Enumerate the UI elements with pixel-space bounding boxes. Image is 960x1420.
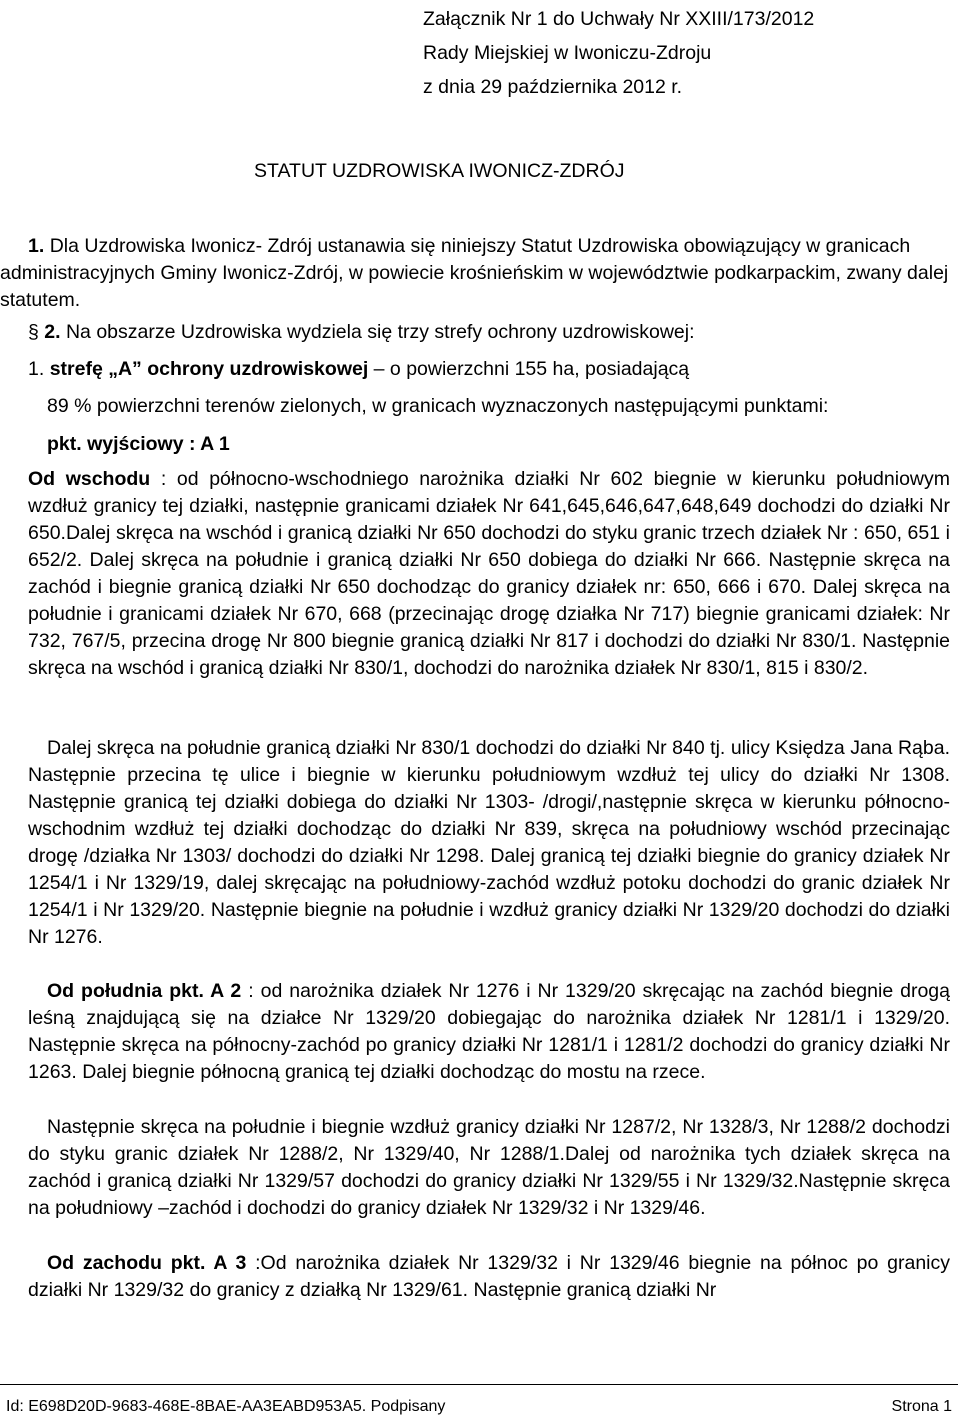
south-boundary-paragraph (28, 978, 950, 1086)
page-number: Strona 1 (891, 1398, 952, 1415)
south-boundary-text: : od narożnika działek Nr 1276 i Nr 1329/20 skręcając na zachód biegnie drogą leśną znajdującą się na działce Nr 1329/20 dobiegając do narożnika działek Nr 1281/1 i 1329/20. Następnie skręca na północny-zachód po granicy działki Nr 1281/1 i 1281/2 dochodzi do granicy działki Nr 1263. Dalej biegnie północną granicą tej działki dochodząc do mostu na rzece. (28, 980, 950, 1083)
east-boundary-text: : od północno-wschodniego narożnika działki Nr 602 biegnie w kierunku południowym wzdłuż granicy tej działki, następnie granicami działek Nr 641,645,646,647,648,649 dochodzi do działki Nr 650.Dalej skręca na wschód i granicą działki Nr 650 dochodzi do styku granic trzech działek Nr : 650, 651 i 652/2. Dalej skręca na południe i granicą działki Nr 650 dobiega do działki Nr 666. Następnie skręca na zachód i biegnie granicą działki Nr 650 dochodząc do granicy działek nr: 650, 666 i 670. Dalej skręca na południe i granicami działek Nr 670, 668 (przecinając drogę działka Nr 717) biegnie granicami działek: Nr 732, 767/5, przecina drogę Nr 800 biegnie granicą działki Nr 817 i dochodzi do działki Nr 830/1. Następnie skręca na wschód i granicą działki Nr 830/1, dochodzi do narożnika działek Nr 830/1, 815 i 830/2. (28, 468, 950, 679)
paragraph-1 (0, 233, 952, 314)
header-line-1: Załącznik Nr 1 do Uchwały Nr XXIII/173/2012 (423, 8, 815, 30)
document-id: Id: E698D20D-9683-468E-8BAE-AA3EABD953A5. Podpisany (6, 1398, 446, 1415)
east-boundary-paragraph (28, 466, 950, 682)
east-boundary-heading: Od wschodu (28, 468, 151, 490)
paragraph-1-number: 1. (28, 235, 45, 257)
paragraph-2-text: Na obszarze Uzdrowiska wydziela się trzy strefy ochrony uzdrowiskowej: (65, 321, 695, 343)
west-boundary-heading: Od zachodu pkt. A 3 (47, 1252, 247, 1274)
starting-point (47, 433, 230, 456)
section-sign: § (28, 321, 39, 343)
west-boundary-paragraph (28, 1250, 950, 1304)
paragraph-2-number: 2. (44, 321, 61, 343)
paragraph-1-text: Dla Uzdrowiska Iwonicz- Zdrój ustanawia się niniejszy Statut Uzdrowiska obowiązujący w granicach administracyjnych Gminy Iwonicz-Zdrój, w powiecie krośnieńskim w województwie podkarpackim, zwany dalej statutem. (0, 235, 949, 311)
document-title: STATUT UZDROWISKA IWONICZ-ZDRÓJ (254, 160, 625, 182)
header-line-2: Rady Miejskiej w Iwoniczu-Zdroju (423, 42, 712, 64)
header-line-3: z dnia 29 października 2012 r. (423, 76, 683, 98)
zone-number: 1. (28, 358, 45, 380)
paragraph-2 (28, 321, 695, 344)
east-boundary-continued: Dalej skręca na południe granicą działki Nr 830/1 dochodzi do działki Nr 840 tj. ulicy Księdza Jana Rąba. Następnie przecina tę ulice i biegnie w kierunku południowym wzdłuż tej ulicy do działki Nr 1308. Następnie granicą tej działki dobiega do działki Nr 1303- /drogi/,następnie skręca w kierunku północno-wschodnim wzdłuż tej działki dochodząc do działki Nr 839, skręca na południowy wschód przecinając drogę /działka Nr 1303/ dochodzi do działki Nr 1298. Dalej granicą tej działki biegnie do granicy działek Nr 1254/1 i Nr 1329/19, dalej skręcając na południowy-zachód wzdłuż potoku dochodzi do granic działek Nr 1254/1 i Nr 1329/20. Następnie biegnie na południe i wzdłuż granicy działki Nr 1329/20 dochodzi do działki Nr 1276. (28, 737, 950, 948)
zone-a-name: strefę „A” ochrony uzdrowiskowej (49, 358, 369, 380)
attachment-header (423, 2, 814, 104)
zone-a-description: 89 % powierzchni terenów zielonych, w granicach wyznaczonych następującymi punktami: (47, 395, 829, 417)
south-boundary-heading: Od południa pkt. A 2 (47, 980, 242, 1002)
zone-a-area: – o powierzchni 155 ha, posiadającą (373, 358, 690, 380)
footer-divider (0, 1384, 958, 1385)
south-boundary-continued: Następnie skręca na południe i biegnie wzdłuż granicy działki Nr 1287/2, Nr 1328/3, Nr 1288/2 dochodzi do styku granic działek Nr 1288/2, Nr 1329/40, Nr 1288/1.Dalej od narożnika tych działek skręca na zachód i granicą działki Nr 1329/57 dochodzi do granicy działki Nr 1329/55 i Nr 1329/32.Następnie skręca na południowy –zachód i dochodzi do granicy działek Nr 1329/32 i Nr 1329/46. (28, 1116, 950, 1219)
zone-a-heading (28, 358, 689, 381)
starting-point-label: pkt. wyjściowy : A 1 (47, 433, 230, 455)
west-boundary-text: :Od narożnika działek Nr 1329/32 i Nr 1329/46 biegnie na północ po granicy działki Nr 1329/32 do granicy z działką Nr 1329/61. Następnie granicą działki Nr (28, 1252, 950, 1301)
